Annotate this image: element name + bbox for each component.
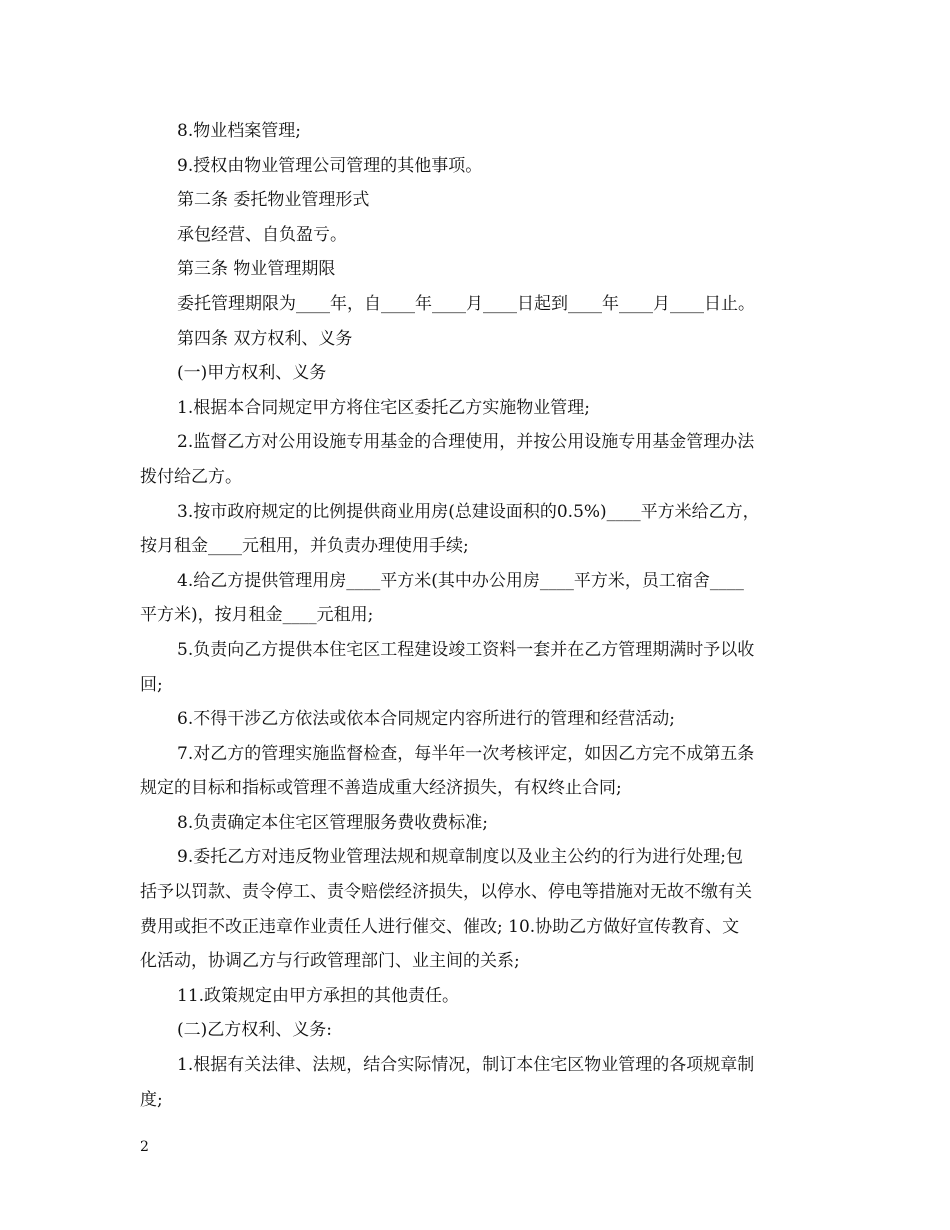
- text-line: 6.不得干涉乙方依法或依本合同规定内容所进行的管理和经营活动;: [177, 709, 675, 730]
- text-line: 5.负责向乙方提供本住宅区工程建设竣工资料一套并在乙方管理期满时予以收: [177, 639, 755, 660]
- text-line: 委托管理期限为____年，自____年____月____日起到____年____月____日止。: [177, 293, 755, 314]
- text-line: 规定的目标和指标或管理不善造成重大经济损失，有权终止合同;: [140, 778, 622, 799]
- text-line: 9.委托乙方对违反物业管理法规和规章制度以及业主公约的行为进行处理;包: [177, 847, 743, 868]
- document-body: [140, 114, 812, 1117]
- text-line: 1.根据本合同规定甲方将住宅区委托乙方实施物业管理;: [177, 397, 590, 418]
- text-line: 平方米)，按月租金____元租用;: [140, 605, 374, 626]
- text-line: 11.政策规定由甲方承担的其他责任。: [177, 985, 460, 1006]
- text-line: 9.授权由物业管理公司管理的其他事项。: [177, 155, 483, 176]
- text-line: 2.监督乙方对公用设施专用基金的合理使用，并按公用设施专用基金管理办法: [177, 432, 755, 453]
- text-line: 承包经营、自负盈亏。: [177, 224, 347, 245]
- text-line: (一)甲方权利、义务: [177, 363, 327, 384]
- text-line: 回;: [140, 674, 163, 695]
- text-line: 8.物业档案管理;: [177, 121, 301, 141]
- text-line: 化活动，协调乙方与行政管理部门、业主间的关系;: [140, 951, 520, 972]
- text-line: 第二条 委托物业管理形式: [177, 190, 370, 211]
- text-line: 第四条 双方权利、义务: [177, 328, 353, 349]
- text-line: (二)乙方权利、义务:: [177, 1020, 332, 1041]
- text-line: 度;: [140, 1089, 163, 1110]
- page-number: 2: [140, 1139, 149, 1155]
- text-line: 8.负责确定本住宅区管理服务费收费标准;: [177, 812, 488, 833]
- text-line: 7.对乙方的管理实施监督检查，每半年一次考核评定，如因乙方完不成第五条: [177, 743, 755, 764]
- text-line: 括予以罚款、责令停工、责令赔偿经济损失，以停水、停电等措施对无故不缴有关: [140, 882, 752, 903]
- text-line: 1.根据有关法律、法规，结合实际情况，制订本住宅区物业管理的各项规章制: [177, 1055, 755, 1076]
- text-line: 拨付给乙方。: [140, 466, 242, 487]
- text-line: 3.按市政府规定的比例提供商业用房(总建设面积的0.5%)____平方米给乙方，: [177, 501, 760, 522]
- text-line: 第三条 物业管理期限: [177, 259, 336, 280]
- text-line: 按月租金____元租用，并负责办理使用手续;: [140, 536, 469, 557]
- text-line: 4.给乙方提供管理用房____平方米(其中办公用房____平方米，员工宿舍____: [177, 570, 744, 591]
- text-line: 费用或拒不改正违章作业责任人进行催交、催改; 10.协助乙方做好宣传教育、文: [140, 916, 740, 937]
